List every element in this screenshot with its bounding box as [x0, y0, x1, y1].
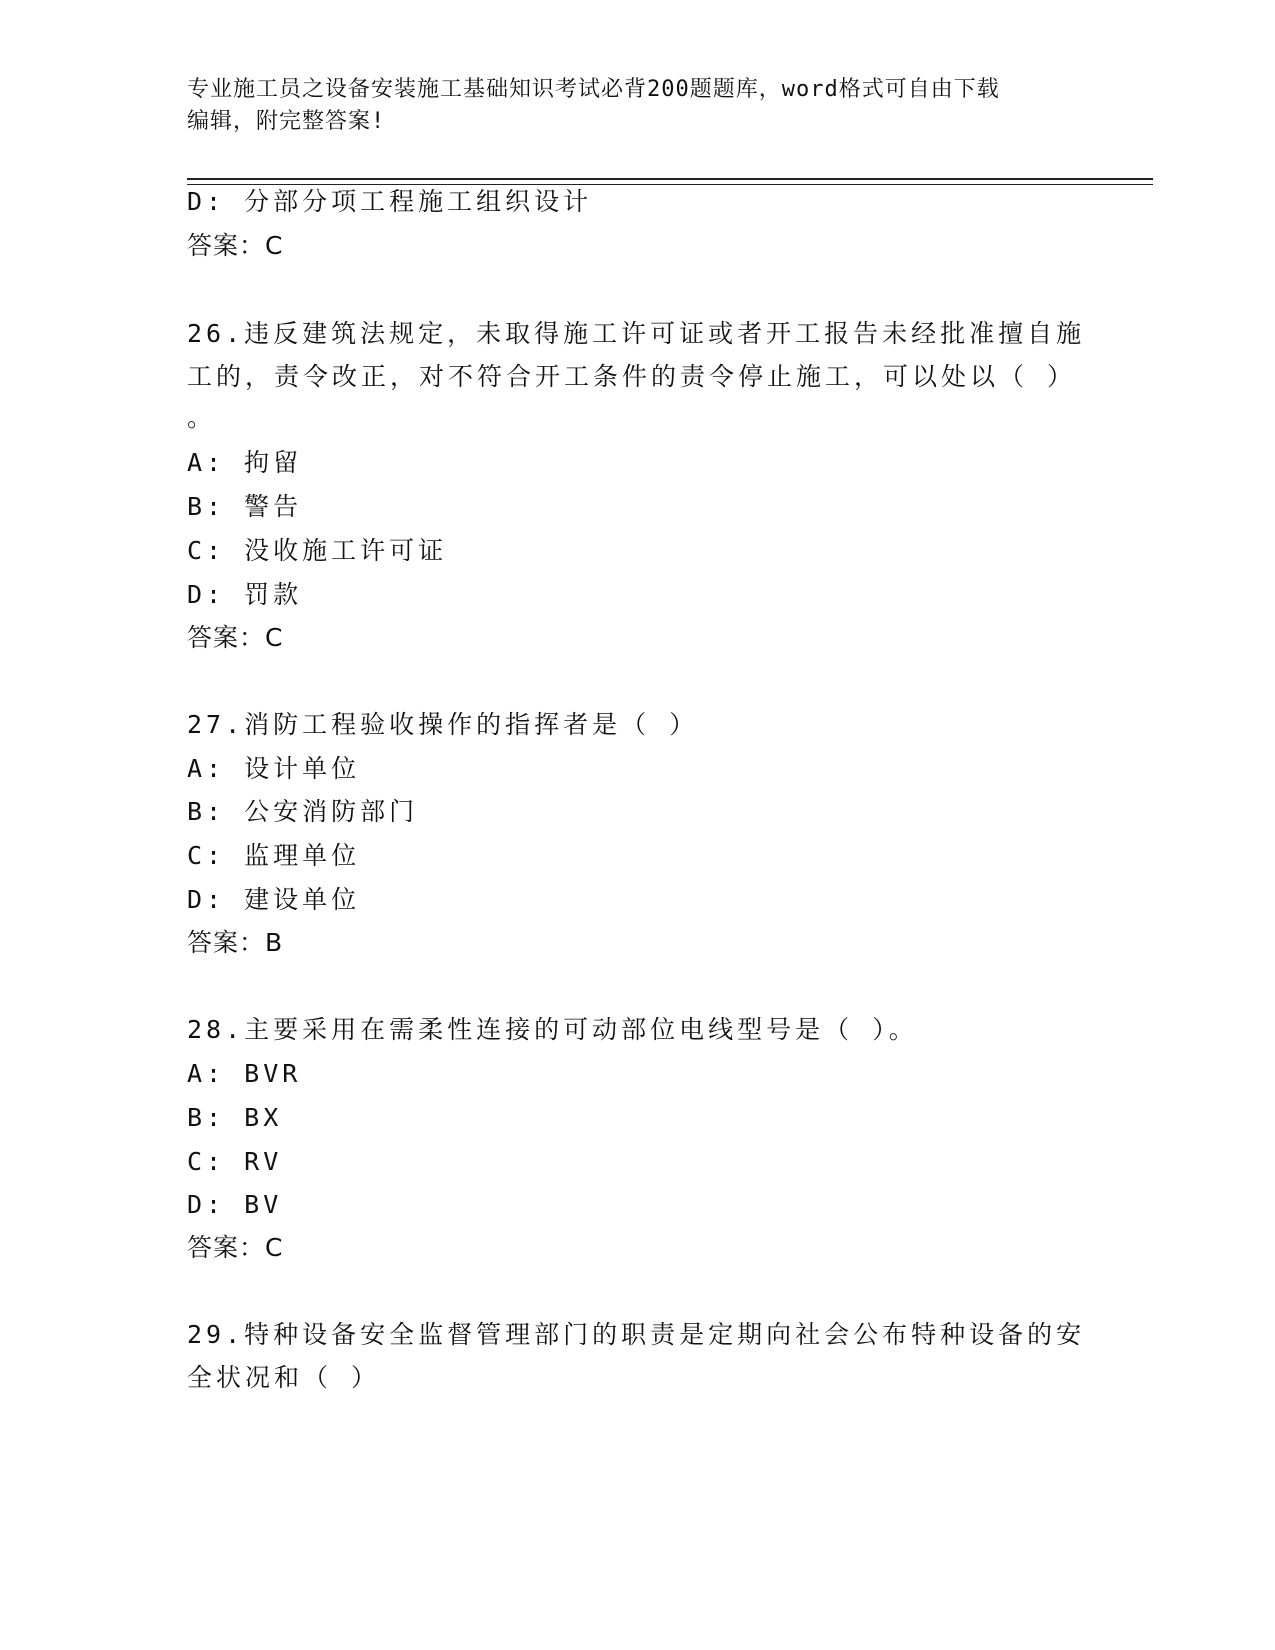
q28-answer: 答案：C — [187, 1233, 284, 1262]
document-header — [187, 74, 1087, 138]
q27-option-d: D: 建设单位 — [187, 885, 361, 914]
q28-option-b: B: BX — [187, 1103, 283, 1132]
header-title-line1: 专业施工员之设备安装施工基础知识考试必背200题题库，word格式可自由下载 — [187, 77, 1000, 102]
q26-stem-line3: 。 — [187, 403, 217, 432]
q27-stem-line1: 27.消防工程验收操作的指挥者是（ ） — [187, 710, 699, 739]
q26-option-d: D: 罚款 — [187, 580, 303, 609]
q26-option-b: B: 警告 — [187, 492, 303, 521]
q29-stem-line2: 全状况和（ ） — [187, 1363, 381, 1392]
q28-stem-line1: 28.主要采用在需柔性连接的可动部位电线型号是（ ）。 — [187, 1015, 918, 1044]
q26-option-a: A: 拘留 — [187, 448, 303, 477]
q27-answer: 答案：B — [187, 928, 284, 957]
q27-option-a: A: 设计单位 — [187, 754, 361, 783]
header-title-line2: 编辑，附完整答案! — [187, 109, 386, 134]
q26-answer: 答案：C — [187, 623, 284, 652]
q26-option-c: C: 没收施工许可证 — [187, 536, 448, 565]
header-divider-thin — [187, 184, 1153, 185]
header-divider-thick — [187, 178, 1153, 180]
q26-stem-line1: 26.违反建筑法规定，未取得施工许可证或者开工报告未经批准擅自施 — [187, 319, 1086, 348]
q27-option-c: C: 监理单位 — [187, 841, 361, 870]
q28-option-d: D: BV — [187, 1190, 283, 1219]
q28-option-c: C: RV — [187, 1147, 283, 1176]
q28-option-a: A: BVR — [187, 1059, 302, 1088]
q26-stem-line2: 工的，责令改正，对不符合开工条件的责令停止施工，可以处以（ ） — [187, 362, 1077, 391]
q25-answer: 答案：C — [187, 231, 284, 260]
q27-option-b: B: 公安消防部门 — [187, 797, 419, 826]
q29-stem-line1: 29.特种设备安全监督管理部门的职责是定期向社会公布特种设备的安 — [187, 1320, 1086, 1349]
q25-option-d: D: 分部分项工程施工组织设计 — [187, 187, 593, 216]
